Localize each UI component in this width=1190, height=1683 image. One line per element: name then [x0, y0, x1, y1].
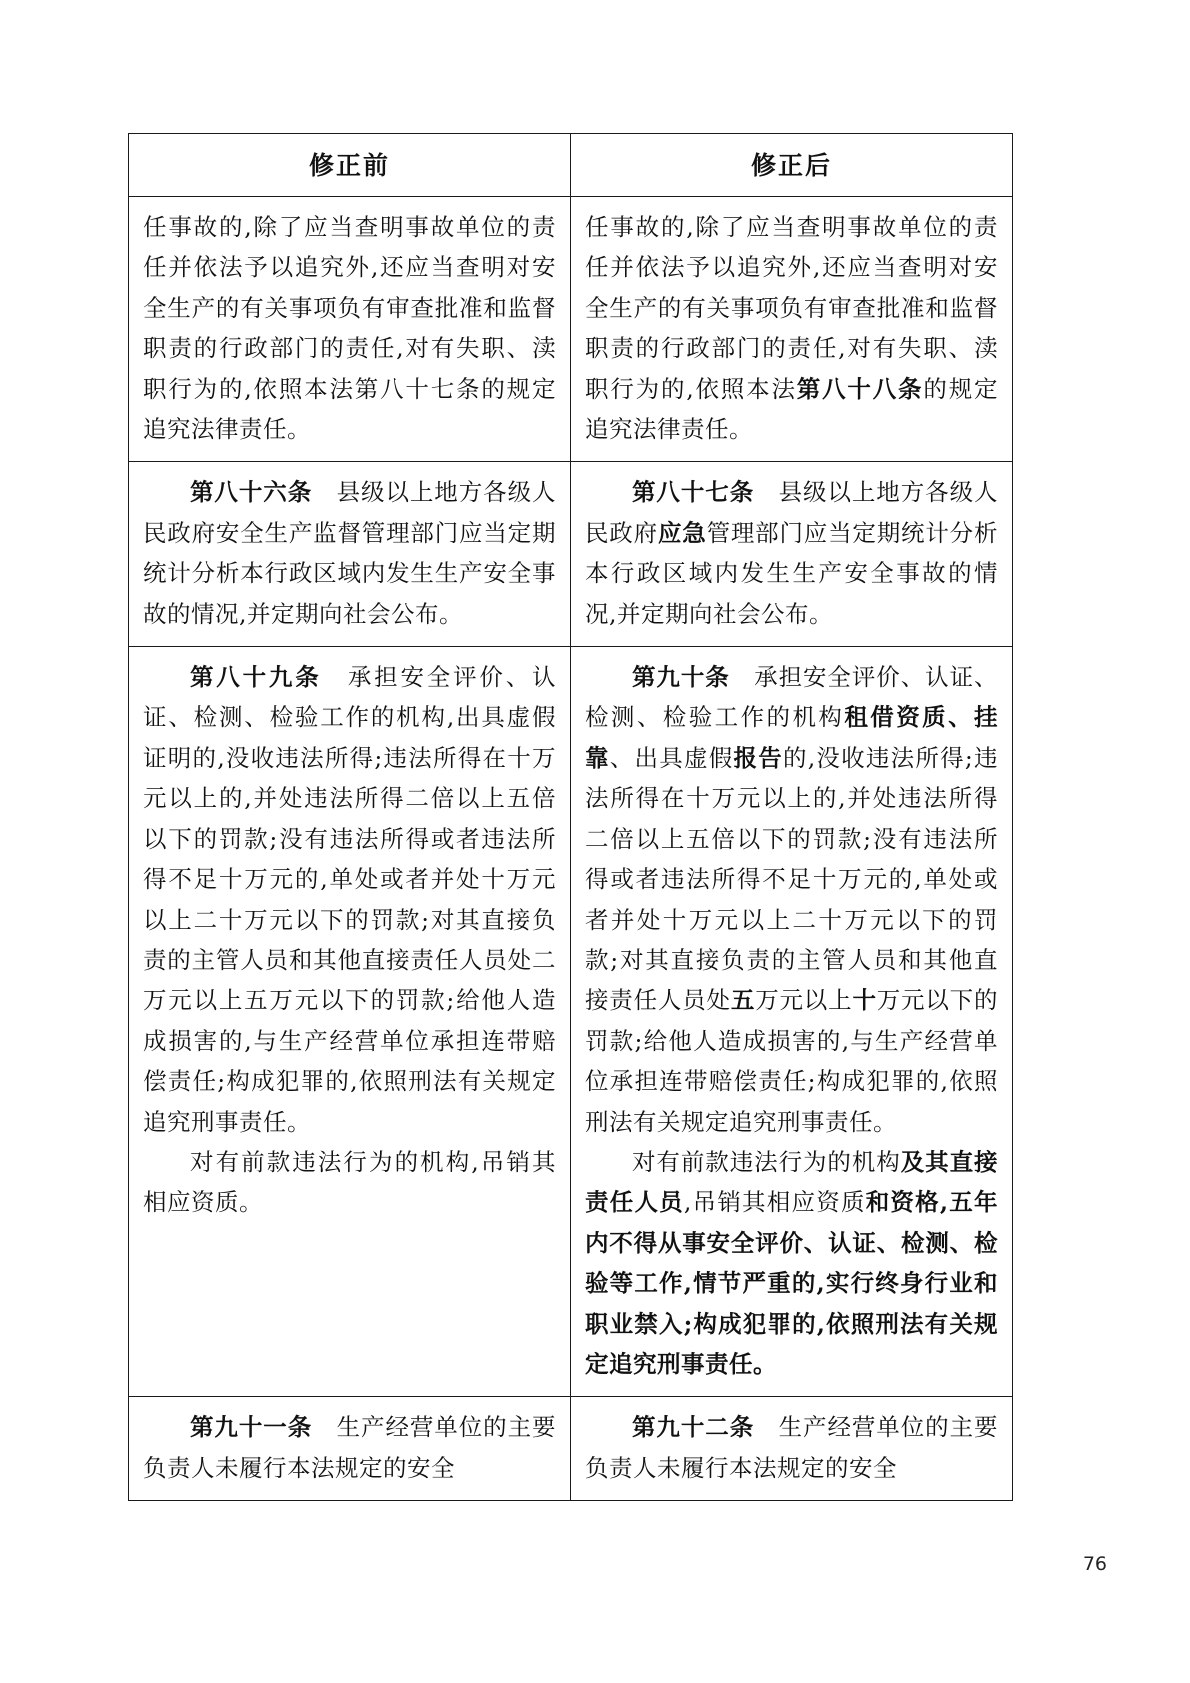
body-text: 承担安全评价、认证、检测、检验工作的机构,出具虚假证明的,没收违法所得;违法所得在十万元以上的,并处违法所得二倍以上五倍以下的罚款;没有违法所得或者违法所得不足十万元的,单处或者并处十万元以上二十万元以下的罚款;对其直接负责的主管人员和其他直接责任人员处二万元以上五万元以下的罚款;给他人造成损害的,与生产经营单位承担连带赔偿责任;构成犯罪的,依照刑法有关规定追究刑事责任。 — [143, 663, 557, 1136]
emphasis-text: 第八十九条 — [190, 663, 322, 692]
table-cell-before — [129, 647, 571, 1397]
emphasis-text: 第八十六条 — [190, 478, 313, 507]
emphasis-text: 第九十条 — [632, 663, 730, 692]
table-cell-after — [571, 197, 1013, 462]
table-row — [129, 647, 1013, 1397]
emphasis-text: 和资格,五年内不得从事安全评价、认证、检测、检验等工作,情节严重的,实行终身行业和职业禁入;构成犯罪的,依照刑法有关规定追究刑事责任。 — [585, 1188, 998, 1378]
column-header-after-label: 修正后 — [750, 151, 832, 180]
emphasis-text: 第九十二条 — [632, 1413, 755, 1442]
table-cell-before — [129, 197, 571, 462]
body-text: 的,没收违法所得;违法所得在十万元以上的,并处违法所得二倍以上五倍以下的罚款;没有违法所得或者违法所得不足十万元的,单处或者并处十万元以上二十万元以下的罚款;对其直接负责的主管人员和其他直接责任人员处 — [585, 743, 999, 1015]
body-text: 管理部门应当定期统计分析本行政区域内发生生产安全事故的情况,并定期向社会公布。 — [585, 518, 998, 628]
amendment-comparison-table — [128, 133, 1013, 1501]
table-cell-after — [571, 462, 1013, 647]
body-text: ,吊销其相应资质 — [683, 1188, 866, 1217]
paragraph — [143, 207, 556, 449]
body-text: 、出具虚假 — [609, 743, 734, 772]
column-header-after — [571, 134, 1013, 197]
body-text: 对有前款违法行为的机构 — [632, 1147, 901, 1176]
paragraph — [143, 472, 556, 634]
body-text: 万元以上 — [755, 986, 853, 1015]
table-body — [129, 197, 1013, 1501]
emphasis-text: 第八十八条 — [796, 374, 924, 403]
body-text: 对有前款违法行为的机构,吊销其相应资质。 — [143, 1147, 556, 1217]
paragraph — [585, 657, 998, 1142]
column-header-before-label: 修正前 — [308, 151, 390, 180]
body-text: 承担安全评价、认证、检测、检验工作的机构 — [585, 663, 999, 732]
comparison-table-wrapper — [128, 133, 1013, 1501]
body-text: 任事故的,除了应当查明事故单位的责任并依法予以追究外,还应当查明对安全生产的有关事项负有审查批准和监督职责的行政部门的责任,对有失职、渎职行为的,依照本法 — [585, 213, 998, 403]
table-row — [129, 1397, 1013, 1501]
table-cell-before — [129, 1397, 571, 1501]
body-text: 县级以上地方各级人民政府 — [585, 478, 999, 547]
table-header — [129, 134, 1013, 197]
column-header-before — [129, 134, 571, 197]
paragraph — [585, 472, 998, 634]
table-header-row — [129, 134, 1013, 197]
table-cell-before — [129, 462, 571, 647]
table-cell-after — [571, 1397, 1013, 1501]
emphasis-text: 十 — [852, 986, 877, 1015]
emphasis-text: 第九十一条 — [190, 1413, 313, 1442]
paragraph — [143, 1407, 556, 1488]
body-text: 的规定追究法律责任。 — [585, 374, 999, 444]
paragraph — [143, 657, 556, 1142]
emphasis-text: 五 — [730, 986, 756, 1015]
emphasis-text: 租借资质、挂靠 — [585, 703, 999, 772]
paragraph — [585, 207, 998, 449]
emphasis-text: 及其直接责任人员 — [585, 1147, 999, 1217]
table-row — [129, 197, 1013, 462]
body-text: 生产经营单位的主要负责人未履行本法规定的安全 — [143, 1413, 557, 1482]
emphasis-text: 应急 — [657, 518, 707, 547]
body-text: 万元以下的罚款;给他人造成损害的,与生产经营单位承担连带赔偿责任;构成犯罪的,依照刑法有关规定追究刑事责任。 — [585, 986, 998, 1136]
table-cell-after — [571, 647, 1013, 1397]
emphasis-text: 第八十七条 — [632, 478, 755, 507]
emphasis-text: 报告 — [733, 743, 783, 772]
paragraph — [585, 1142, 998, 1384]
paragraph — [585, 1407, 998, 1488]
table-row — [129, 462, 1013, 647]
body-text: 县级以上地方各级人民政府安全生产监督管理部门应当定期统计分析本行政区域内发生生产安全事故的情况,并定期向社会公布。 — [143, 478, 557, 628]
paragraph — [143, 1142, 556, 1223]
body-text: 任事故的,除了应当查明事故单位的责任并依法予以追究外,还应当查明对安全生产的有关事项负有审查批准和监督职责的行政部门的责任,对有失职、渎职行为的,依照本法第八十七条的规定追究法律责任。 — [143, 213, 556, 444]
body-text: 生产经营单位的主要负责人未履行本法规定的安全 — [585, 1413, 999, 1482]
page-number: 76 — [1082, 1553, 1107, 1575]
